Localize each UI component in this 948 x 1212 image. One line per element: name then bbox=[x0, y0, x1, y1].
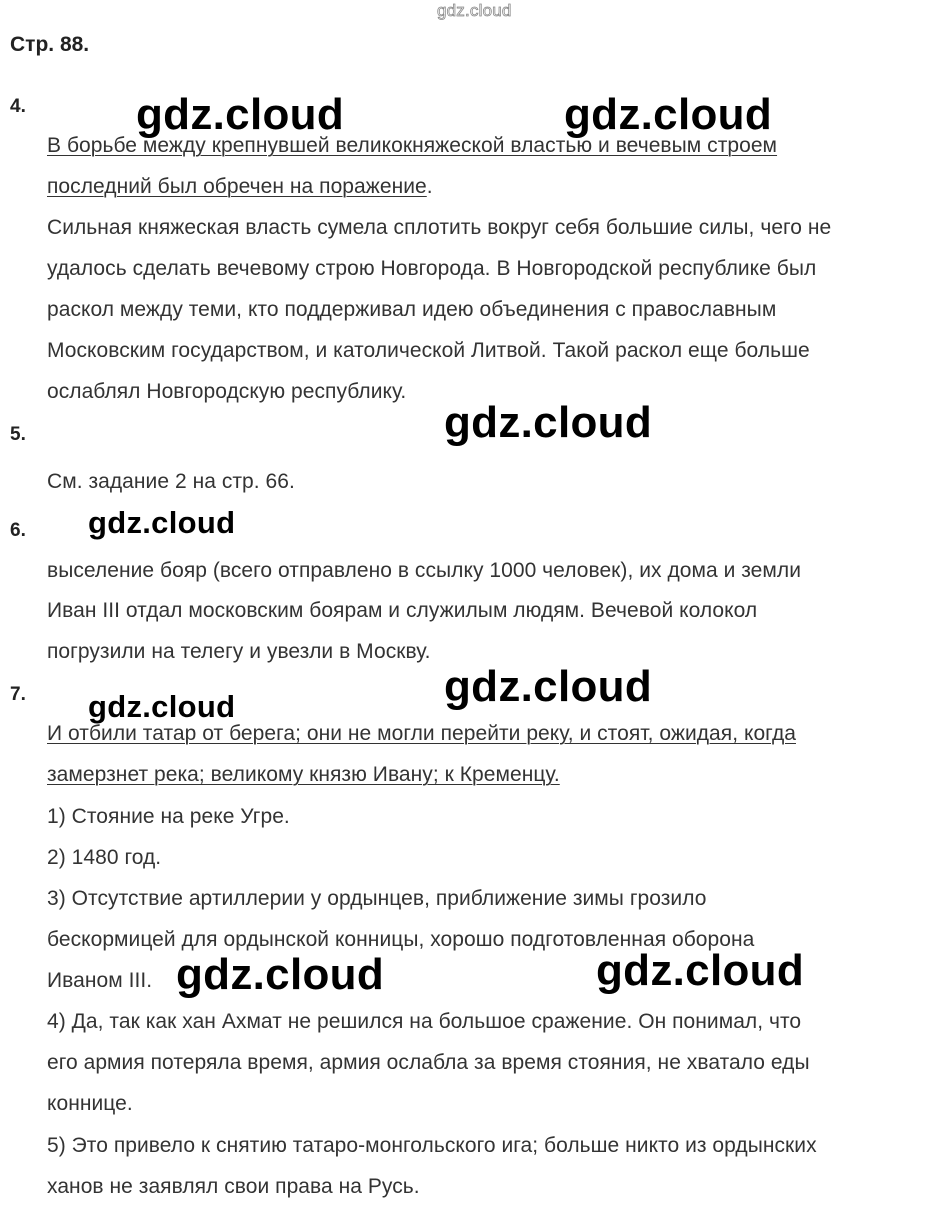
task-6-line-2: Иван III отдал московским боярам и служилым людям. Вечевой колокол bbox=[47, 599, 758, 622]
task-4-line-6: Московским государством, и католической Литвой. Такой раскол еще больше bbox=[47, 339, 810, 362]
task-6-line-3: погрузили на телегу и увезли в Москву. bbox=[47, 640, 431, 663]
task-7-answer-3-line-1: 3) Отсутствие артиллерии у ордынцев, приближение зимы грозило bbox=[47, 887, 707, 910]
watermark: gdz.cloud bbox=[176, 950, 385, 999]
task-7-answer-5-line-1: 5) Это привело к снятию татаро-монгольского ига; больше никто из ордынских bbox=[47, 1134, 817, 1157]
watermark: gdz.cloud bbox=[88, 689, 236, 724]
top-watermark: gdz.cloud bbox=[437, 1, 512, 20]
task-5-line-1: См. задание 2 на стр. 66. bbox=[47, 470, 295, 493]
task-4-line-1: В борьбе между крепнувшей великокняжеской властью и вечевым строем bbox=[47, 134, 778, 157]
task-7-line-1: И отбили татар от берега; они не могли перейти реку, и стоят, ожидая, когда bbox=[47, 722, 796, 745]
task-4-line-2-period: . bbox=[426, 175, 433, 198]
watermark: gdz.cloud bbox=[136, 90, 345, 139]
task-7-answer-4-line-1: 4) Да, так как хан Ахмат не решился на большое сражение. Он понимал, что bbox=[47, 1010, 802, 1033]
watermark: gdz.cloud bbox=[444, 398, 653, 447]
task-7-answer-2: 2) 1480 год. bbox=[47, 846, 162, 869]
task-4-line-3: Сильная княжеская власть сумела сплотить вокруг себя большие силы, чего не bbox=[47, 216, 832, 239]
task-4-line-7: ослаблял Новгородскую республику. bbox=[47, 380, 407, 403]
task-6-line-1: выселение бояр (всего отправлено в ссылку 1000 человек), их дома и земли bbox=[47, 559, 801, 582]
watermark: gdz.cloud bbox=[596, 946, 805, 995]
task-number-5: 5. bbox=[10, 424, 26, 445]
page-title: Стр. 88. bbox=[10, 33, 90, 56]
task-7-answer-4-line-2: его армия потеряла время, армия ослабла за время стояния, не хватало еды bbox=[47, 1051, 810, 1074]
watermark: gdz.cloud bbox=[444, 662, 653, 711]
watermark: gdz.cloud bbox=[564, 90, 773, 139]
task-7-answer-3-line-3: Иваном III. bbox=[47, 969, 153, 992]
task-7-line-2: замерзнет река; великому князю Ивану; к Кременцу. bbox=[47, 763, 560, 786]
task-4-line-4: удалось сделать вечевому строю Новгорода. В Новгородской республике был bbox=[47, 257, 817, 280]
task-4-line-5: раскол между теми, кто поддерживал идею объединения с православным bbox=[47, 298, 777, 321]
task-7-answer-1: 1) Стояние на реке Угре. bbox=[47, 805, 290, 828]
task-7-answer-3-line-2: бескормицей для ордынской конницы, хорошо подготовленная оборона bbox=[47, 928, 755, 951]
task-number-6: 6. bbox=[10, 520, 26, 541]
task-number-4: 4. bbox=[10, 96, 26, 117]
task-4-line-2 bbox=[47, 175, 433, 199]
task-7-answer-5-line-2: ханов не заявлял свои права на Русь. bbox=[47, 1175, 420, 1198]
task-number-7: 7. bbox=[10, 684, 26, 705]
task-4-line-2-underlined: последний был обречен на поражение bbox=[47, 175, 427, 198]
watermark: gdz.cloud bbox=[88, 505, 236, 540]
task-7-answer-4-line-3: коннице. bbox=[47, 1092, 133, 1115]
